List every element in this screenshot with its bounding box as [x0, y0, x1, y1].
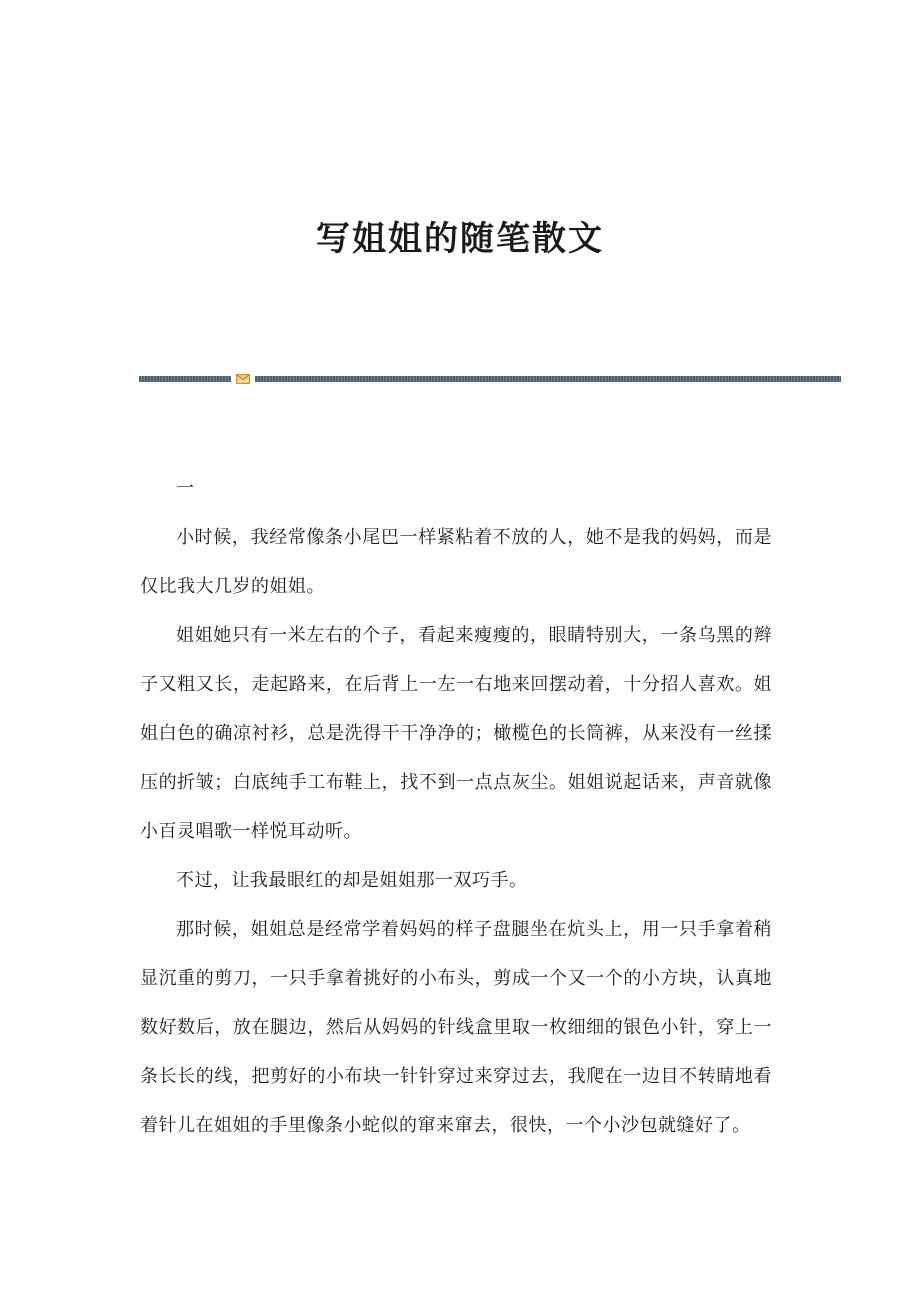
- divider-bar-left: [139, 376, 231, 382]
- title-divider: [139, 373, 841, 385]
- section-number: 一: [176, 478, 194, 499]
- envelope-icon: [236, 373, 250, 385]
- paragraph-2: 姐姐她只有一米左右的个子，看起来瘦瘦的，眼睛特别大，一条乌黑的辫子又粗又长，走起路来，在后背上一左一右地来回摆动着，十分招人喜欢。姐姐白色的确凉衬衫，总是洗得干干净净的；橄榄色的长筒裤，从来没有一丝揉压的折皱；白底纯手工布鞋上，找不到一点点灰尘。姐姐说起话来，声音就像小百灵唱歌一样悦耳动听。: [140, 625, 772, 842]
- paragraph-3: 不过，让我最眼红的却是姐姐那一双巧手。: [176, 870, 528, 891]
- article-body: [140, 464, 772, 1150]
- page-title: 写姐姐的随笔散文: [316, 219, 604, 259]
- paragraph-4: 那时候，姐姐总是经常学着妈妈的样子盘腿坐在炕头上，用一只手拿着稍显沉重的剪刀，一只手拿着挑好的小布头，剪成一个又一个的小方块，认真地数好数后，放在腿边，然后从妈妈的针线盒里取一枚细细的银色小针，穿上一条长长的线，把剪好的小布块一针针穿过来穿过去，我爬在一边目不转睛地看着针儿在姐姐的手里像条小蛇似的窜来窜去，很快，一个小沙包就缝好了。: [140, 919, 772, 1136]
- paragraph-1: 小时候，我经常像条小尾巴一样紧粘着不放的人，她不是我的妈妈，而是仅比我大几岁的姐姐。: [140, 527, 772, 597]
- divider-bar-right: [255, 376, 841, 382]
